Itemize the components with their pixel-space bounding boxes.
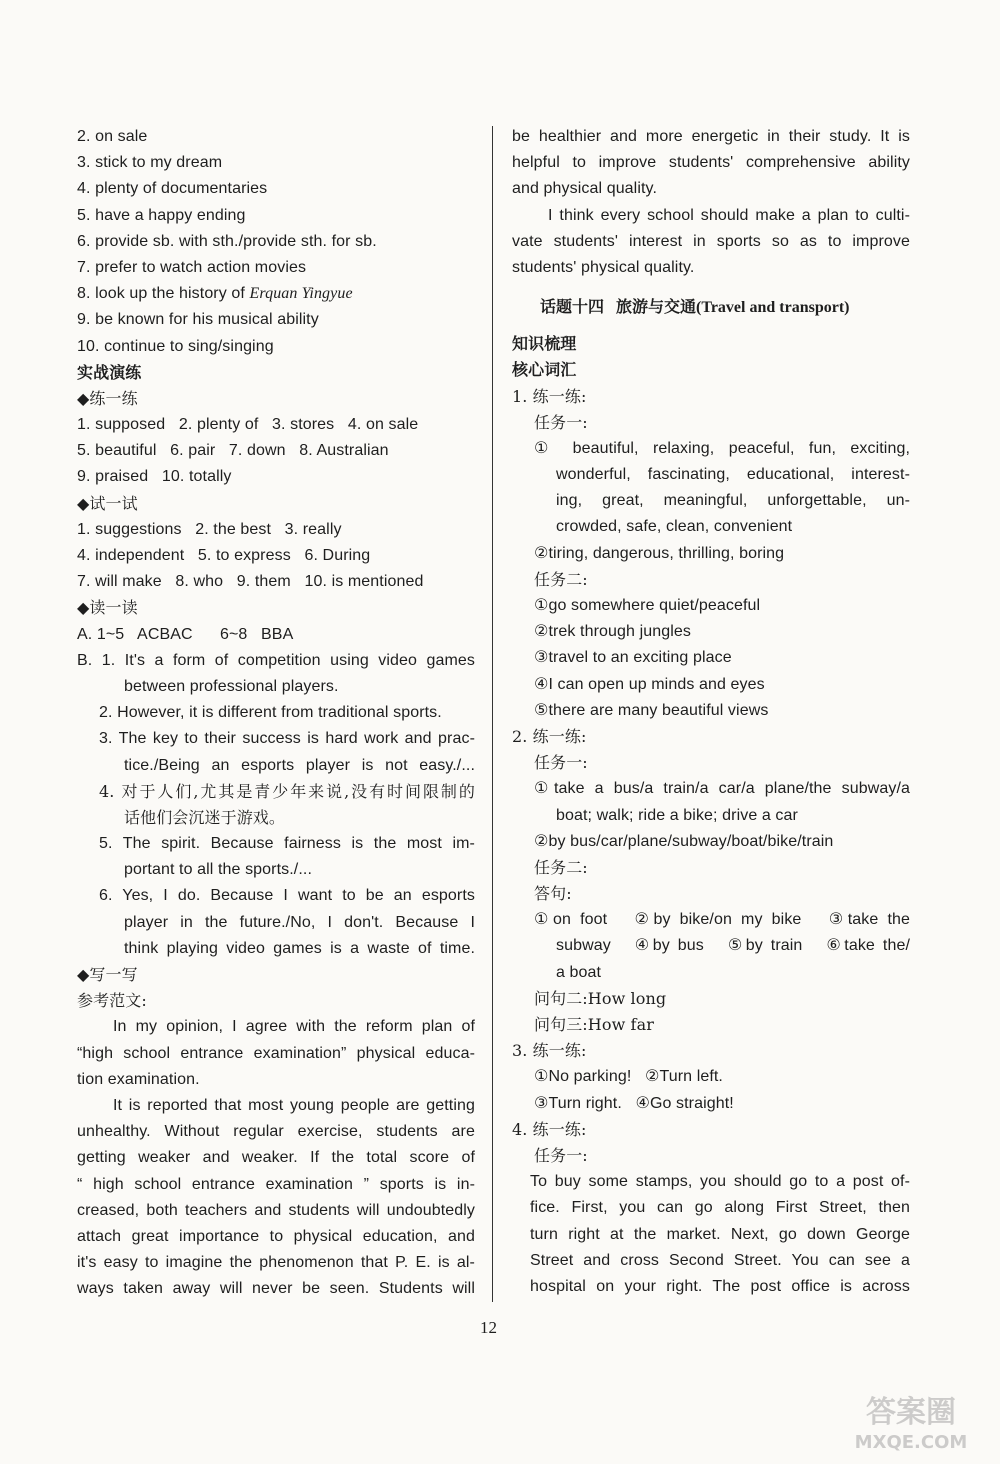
essay-line: I think every school should make a plan to culti- [548, 206, 910, 224]
question-line: 问句二:How long [534, 988, 667, 1008]
essay-line: “ high school entrance examination ” sports is in- [77, 1175, 475, 1193]
answer-line: portant to all the sports./... [124, 861, 312, 879]
essay-line: it's easy to imagine the phenomenon that P. E. is al- [77, 1254, 475, 1272]
answer-line: A. 1~5 ACBAC 6~8 BBA [77, 625, 294, 643]
answer-line: ④I can open up minds and eyes [534, 675, 765, 693]
answer-line: 9. be known for his musical ability [77, 311, 319, 329]
essay-line: unhealthy. Without regular exercise, students are [77, 1123, 475, 1141]
answer-line: ⑤there are many beautiful views [534, 701, 769, 719]
answer-line: 1. suggestions 2. the best 3. really [77, 520, 342, 538]
essay-line: attach great importance to physical education, and [77, 1227, 475, 1245]
task-label: 任务二: [534, 569, 588, 589]
watermark-logo-graphic [836, 1386, 986, 1456]
answer-line: wonderful, fascinating, educational, interest- [556, 466, 910, 484]
essay-line: and physical quality. [512, 180, 657, 198]
answer-line: Street and cross Second Street. You can see a [530, 1251, 910, 1269]
song-title: Erquan Yingyue [249, 285, 353, 303]
essay-line: students' physical quality. [512, 258, 695, 276]
answer-line: 2. on sale [77, 128, 148, 145]
essay-line: creased, both teachers and students will undoubtedly [77, 1201, 475, 1219]
answer-line: between professional players. [124, 677, 339, 695]
answer-line: turn right at the market. Next, go down George [530, 1225, 910, 1243]
answer-line: a boat [556, 963, 602, 981]
essay-line: ways taken away will never be seen. Students will [77, 1280, 475, 1298]
answer-line: think playing video games is a waste of time. [124, 939, 475, 957]
topic-title: 话题十四 旅游与交通(Travel and transport) [540, 299, 850, 317]
exercise-label: 1. 练一练: [512, 386, 587, 406]
essay-label: 参考范文: [77, 991, 147, 1011]
answer-line: 5. The spirit. Because fairness is the most im- [99, 835, 475, 853]
section-heading-vocab: 核心词汇 [512, 360, 577, 380]
answer-line: 9. praised 10. totally [77, 468, 232, 486]
essay-line: be healthier and more energetic in their study. It is [512, 128, 910, 145]
answer-line: 6. provide sb. with sth./provide sth. for sb. [77, 232, 377, 250]
answer-line: ing, great, meaningful, unforgettable, un- [556, 492, 910, 510]
answer-line: 7. prefer to watch action movies [77, 258, 307, 276]
answer-line: ②trek through jungles [534, 623, 691, 641]
answer-line: player in the future./No, I don't. Because I [124, 913, 475, 931]
column-divider [492, 126, 493, 1302]
watermark-top-text: 答案圈 [866, 1395, 956, 1430]
left-column [77, 124, 475, 1302]
answer-line: 3. stick to my dream [77, 154, 223, 172]
right-column [512, 124, 910, 1300]
answer-line: 3. The key to their success is hard work and prac- [99, 730, 475, 748]
answer-line: fice. First, you can go along First Street, then [530, 1199, 910, 1217]
answer-line: tice./Being an esports player is not easy./... [124, 756, 475, 774]
essay-line: helpful to improve students' comprehensive ability [512, 154, 910, 172]
answer-line: crowded, safe, clean, convenient [556, 518, 793, 536]
answer-line: ①go somewhere quiet/peaceful [534, 597, 761, 614]
answer-line: To buy some stamps, you should go to a post of- [530, 1173, 910, 1191]
essay-line: It is reported that most young people are getting [113, 1096, 475, 1114]
essay-line: tion examination. [77, 1070, 200, 1088]
subheading-shi: ◆试一试 [77, 493, 138, 513]
answer-line: 5. have a happy ending [77, 206, 246, 224]
answer-line: 4. plenty of documentaries [77, 180, 268, 198]
exercise-label: 4. 练一练: [512, 1119, 587, 1139]
answer-line: subway ④by bus ⑤by train ⑥take the/ [556, 937, 910, 955]
subheading-du: ◆读一读 [77, 598, 138, 618]
section-heading-practice: 实战演练 [77, 362, 142, 382]
answer-line: ③travel to an exciting place [534, 649, 732, 667]
answer-line: B. 1. It's a form of competition using video games [77, 651, 475, 669]
exercise-label: 2. 练一练: [512, 726, 587, 746]
answer-line: ① beautiful, relaxing, peaceful, fun, exciting, [534, 439, 910, 457]
answer-line: ③Turn right. ④Go straight! [534, 1094, 734, 1112]
question-line: 问句三:How far [534, 1015, 654, 1034]
answer-line: 4. 对于人们,尤其是青少年来说,没有时间限制的 [99, 781, 475, 801]
watermark-bottom-text: MXQE.COM [854, 1432, 968, 1453]
task-label: 任务一: [534, 753, 588, 773]
answer-line: ①on foot ②by bike/on my bike ③take the [534, 911, 910, 929]
watermark-logo [836, 1386, 986, 1456]
answer-line: 10. continue to sing/singing [77, 337, 274, 355]
answer-line: ②tiring, dangerous, thrilling, boring [534, 544, 785, 562]
task-label: 任务二: [534, 857, 588, 877]
answer-line: hospital on your right. The post office is across [530, 1277, 910, 1295]
essay-line: In my opinion, I agree with the reform plan of [113, 1018, 475, 1036]
answer-line: 7. will make 8. who 9. them 10. is mentioned [77, 573, 424, 591]
answer-line: 5. beautiful 6. pair 7. down 8. Australian [77, 442, 389, 460]
section-heading-knowledge: 知识梳理 [512, 334, 577, 354]
exercise-label: 3. 练一练: [512, 1041, 587, 1061]
answer-text: 8. look up the history of [77, 285, 250, 303]
answer-line: boat; walk; ride a bike; drive a car [556, 806, 798, 824]
answer-line: 6. Yes, I do. Because I want to be an esports [99, 887, 475, 905]
answer-label: 答句: [534, 884, 572, 904]
answer-line: 2. However, it is different from traditional sports. [99, 704, 442, 722]
answer-line: 4. independent 5. to express 6. During [77, 547, 371, 564]
subheading-lian: ◆练一练 [77, 388, 138, 408]
page-number: 12 [480, 1318, 497, 1337]
answer-line [77, 281, 475, 307]
subheading-xie: ◆写一写 [77, 965, 138, 984]
essay-line: vate students' interest in sports so as to improve [512, 232, 910, 250]
answer-line: ②by bus/car/plane/subway/boat/bike/train [534, 832, 834, 850]
answer-line: 1. supposed 2. plenty of 3. stores 4. on sale [77, 416, 419, 434]
answer-line: ①No parking! ②Turn left. [534, 1068, 723, 1086]
essay-line: “high school entrance examination” physical educa- [77, 1044, 475, 1062]
task-label: 任务一: [534, 412, 588, 432]
task-label: 任务一: [534, 1145, 588, 1165]
essay-line: getting weaker and weaker. If the total score of [77, 1149, 475, 1167]
answer-line: 话他们会沉迷于游戏。 [124, 807, 286, 827]
answer-line: ①take a bus/a train/a car/a plane/the subway/a [534, 780, 910, 798]
